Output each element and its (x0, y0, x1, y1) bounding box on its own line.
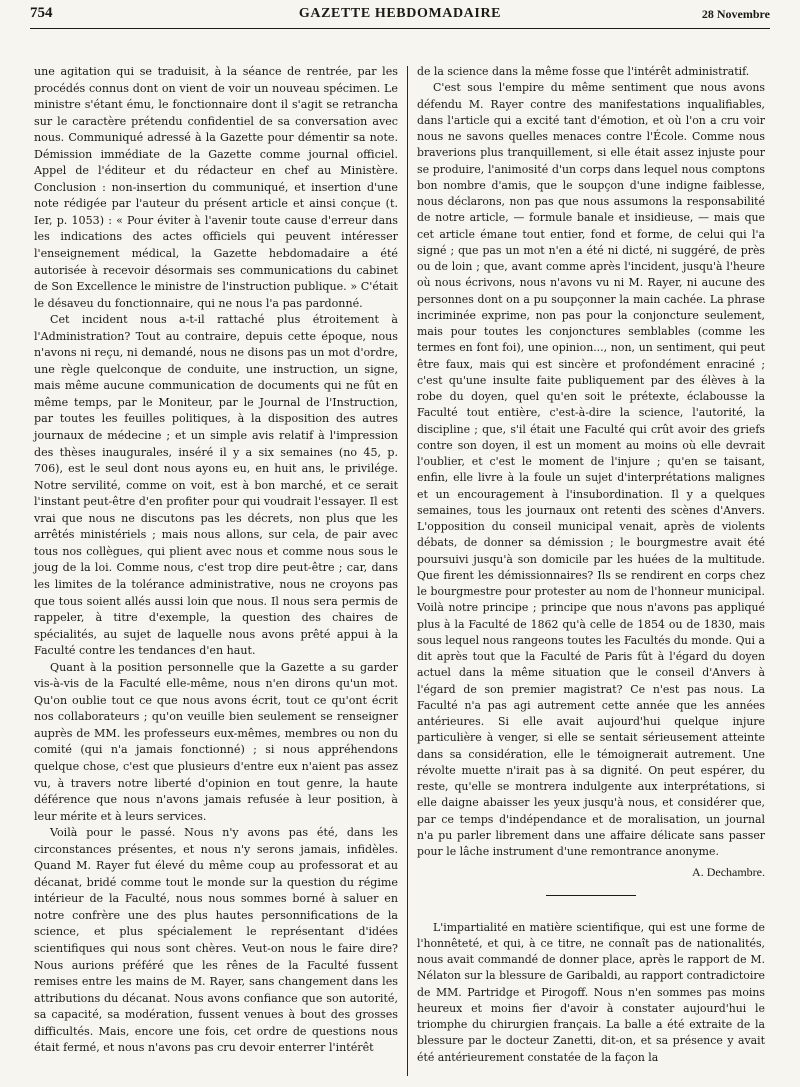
page-number: 754 (30, 5, 53, 21)
header-rule (30, 28, 770, 29)
page-header (30, 4, 770, 28)
left-column (34, 64, 398, 1057)
paragraph: Quant à la position personnelle que la Gazette a su garder vis-à-vis de la Faculté elle-même, nous n'en dirons qu'un mot. Qu'on oublie tout ce que nous avons écrit, tout ce qu'ont écrit nos collaborateurs ; qu'on veuille bien seulement se renseigner auprès de MM. les professeurs eux-mêmes, membres ou non du comité (qui n'a jamais fonctionné) ; si nous appréhendons quelque chose, c'est que plusieurs d'entre eux n'aient pas assez vu, à travers notre liberté d'opinion en tout genre, la haute déférence que nous n'avons jamais refusée à leur position, à leur mérite et à leurs services. (34, 660, 398, 823)
issue-date: 28 Novembre (701, 7, 770, 21)
paragraph: L'impartialité en matière scientifique, qui est une forme de l'honnêteté, et qui, à ce titre, ne connaît pas de nationalités, nous avait commandé de donner place, après le rapport de M. Nélaton sur la blessure de Garibaldi, au rapport contradictoire de MM. Partridge et Pirogoff. Nous n'en sommes pas moins heureux et moins fier d'avoir à constater aujourd'hui le triomphe du chirurgien français. La balle a été extraite de la blessure par le docteur Zanetti, dit-on, et sa présence y avait été antérieurement constatée de la façon la (417, 920, 765, 1064)
paragraph: C'est sous l'empire du même sentiment que nous avons défendu M. Rayer contre des manifestations inqualifiables, dans l'article qui a excité tant d'émotion, et où l'on a cru voir nous ne savons quelles menaces contre l'École. Comme nous braverions plus tranquillement, si elle était assez injuste pour se produire, l'animosité d'un corps dans lequel nous comptons bon nombre d'amis, que le soupçon d'une indigne faiblesse, nous déclarons, non pas que nous assumons la responsabilité de notre article, — formule banale et insidieuse, — mais que cet article émane tout entier, fond et forme, de celui qui l'a signé ; que pas un mot n'en a été ni dicté, ni suggéré, de près ou de loin ; que, avant comme après l'incident, jusqu'à l'heure où nous écrivons, nous n'avons vu ni M. Rayer, ni aucune des personnes dont on a pu soupçonner la main cachée. La phrase incriminée exprime, non pas pour la conjoncture seulement, mais pour toutes les conjonctures semblables (comme les termes en font foi), une opinion..., non, un sentiment, qui peut être faux, mais qui est sincère et profondément enraciné ; c'est qu'une insulte faite publiquement par des élèves à la robe du doyen, quel qu'en soit le prétexte, éclabousse la Faculté tout entière, c'est-à-dire la science, l'autorité, la discipline ; que, s'il était une Faculté qui crût avoir des griefs contre son doyen, il est un moment au moins où elle devrait l'oublier, et c'est le moment de l'injure ; qu'en se taisant, enfin, elle livre à la foule un sujet d'interprétations malignes et un encouragement à l'insubordination. Il y a quelques semaines, tous les journaux ont retenti des scènes d'Anvers. L'opposition du conseil municipal venait, après de violents débats, de donner sa démission ; le bourgmestre avait été poursuivi jusqu'à son domicile par les huées de la multitude. Que firent les démissionnaires? Ils se rendirent en corps chez le bourgmestre pour protester au nom de l'honneur municipal. Voilà notre principe ; principe que nous n'avons pas appliqué plus à la Faculté de 1862 qu'à celle de 1854 ou de 1830, mais sous lequel nous rangeons toutes les Facultés du monde. Qui a dit après tout que la Faculté de Paris fût à l'égard du doyen actuel dans la même situation que le conseil d'Anvers à l'égard de son premier magistrat? Ce n'est pas nous. La Faculté n'a pas agi autrement cette année que les années antérieures. Si elle avait aujourd'hui quelque injure particulière à venger, si elle se sentait sérieusement atteinte dans sa considération, elle le témoignerait autrement. Une révolte muette n'irait pas à sa dignité. On peut espérer, du reste, qu'elle se montrera indulgente aux interprétations, si elle daigne abaisser les yeux jusqu'à nous, et considérer que, par ce temps d'indépendance et de moralisation, un journal n'a pu parler librement dans une affaire délicate sans passer pour le lâche instrument d'une remontrance anonyme. (417, 81, 765, 858)
section-separator (546, 895, 636, 896)
paragraph: une agitation qui se traduisit, à la séance de rentrée, par les procédés connus dont on vient de voir un nouveau spécimen. Le ministre s'étant ému, le fonctionnaire dont il s'agit se retrancha sur le caractère prétendu confidentiel de sa conversation avec nous. Communiqué adressé à la Gazette pour démentir sa note. Démission immédiate de la Gazette comme journal officiel. Appel de l'éditeur et du rédacteur en chef au Ministère. Conclusion : non-insertion du communiqué, et insertion d'une note rédigée par l'auteur du présent article et ainsi conçue (t. Ier, p. 1053) : « Pour éviter à l'avenir toute cause d'erreur dans les indications des actes officiels qui peuvent intéresser l'enseignement médical, la Gazette hebdomadaire a été autorisée à recevoir désormais ses communications du cabinet de Son Excellence le ministre de l'instruction publique. » C'était le désaveu du fonctionnaire, qui ne nous l'a pas pardonné. (34, 65, 398, 310)
journal-title: GAZETTE HEBDOMADAIRE (298, 6, 502, 21)
paragraph: de la science dans la même fosse que l'intérêt administratif. (417, 65, 750, 78)
paragraph: Cet incident nous a-t-il rattaché plus étroitement à l'Administration? Tout au contraire, depuis cette époque, nous n'avons ni reçu, ni demandé, nous ne disons pas un mot d'ordre, une règle quelconque de conduite, une instruction, un signe, mais même aucune communication de documents qui ne fût en même temps, par le Moniteur, par le Journal de l'Instruction, par toutes les feuilles politiques, à la disposition des autres journaux de médecine ; et un simple avis relatif à l'impression des thèses inaugurales, inséré il y a six semaines (no 45, p. 706), est le seul dont nous ayons eu, en huit ans, le privilége. Notre servilité, comme on voit, est à bon marché, et ce serait l'instant peut-être d'en profiter pour qui voudrait l'essayer. Il est vrai que nous ne discutons pas les décrets, non plus que les arrêtés ministériels ; mais nous allons, sur cela, de pair avec tous nos collègues, qui plient avec nous et comme nous sous le joug de la loi. Comme nous, c'est trop dire peut-être ; car, dans les limites de la tolérance administrative, nous ne croyons pas que tous soient allés aussi loin que nous. Il nous sera permis de rappeler, à titre d'exemple, la question des chaires de spécialités, au sujet de laquelle nous avons prêté appui à la Faculté contre les tendances d'en haut. (34, 313, 398, 658)
column-divider (407, 66, 408, 1076)
right-column (417, 64, 765, 1066)
paragraph: Voilà pour le passé. Nous n'y avons pas été, dans les circonstances présentes, et nous n'y serons jamais, infidèles. Quand M. Rayer fut élevé du même coup au professorat et au décanat, bridé comme tout le monde sur la question du régime intérieur de la Faculté, nous nous sommes borné à saluer en notre confrère une des plus hautes personnifications de la science, et plus spécialement le représentant d'idées scientifiques qui nous sont chères. Veut-on nous le faire dire? Nous aurions préféré que les rênes de la Faculté fussent remises entre les mains de M. Rayer, sans changement dans les attributions du décanat. Nous avons confiance que son autorité, sa capacité, sa modération, fussent venues à bout des grosses difficultés. Mais, encore une fois, cet ordre de questions nous était fermé, et nous n'avons pas cru devoir enterrer l'intérêt (34, 826, 398, 1055)
author-signature: A. Dechambre. (692, 865, 765, 880)
